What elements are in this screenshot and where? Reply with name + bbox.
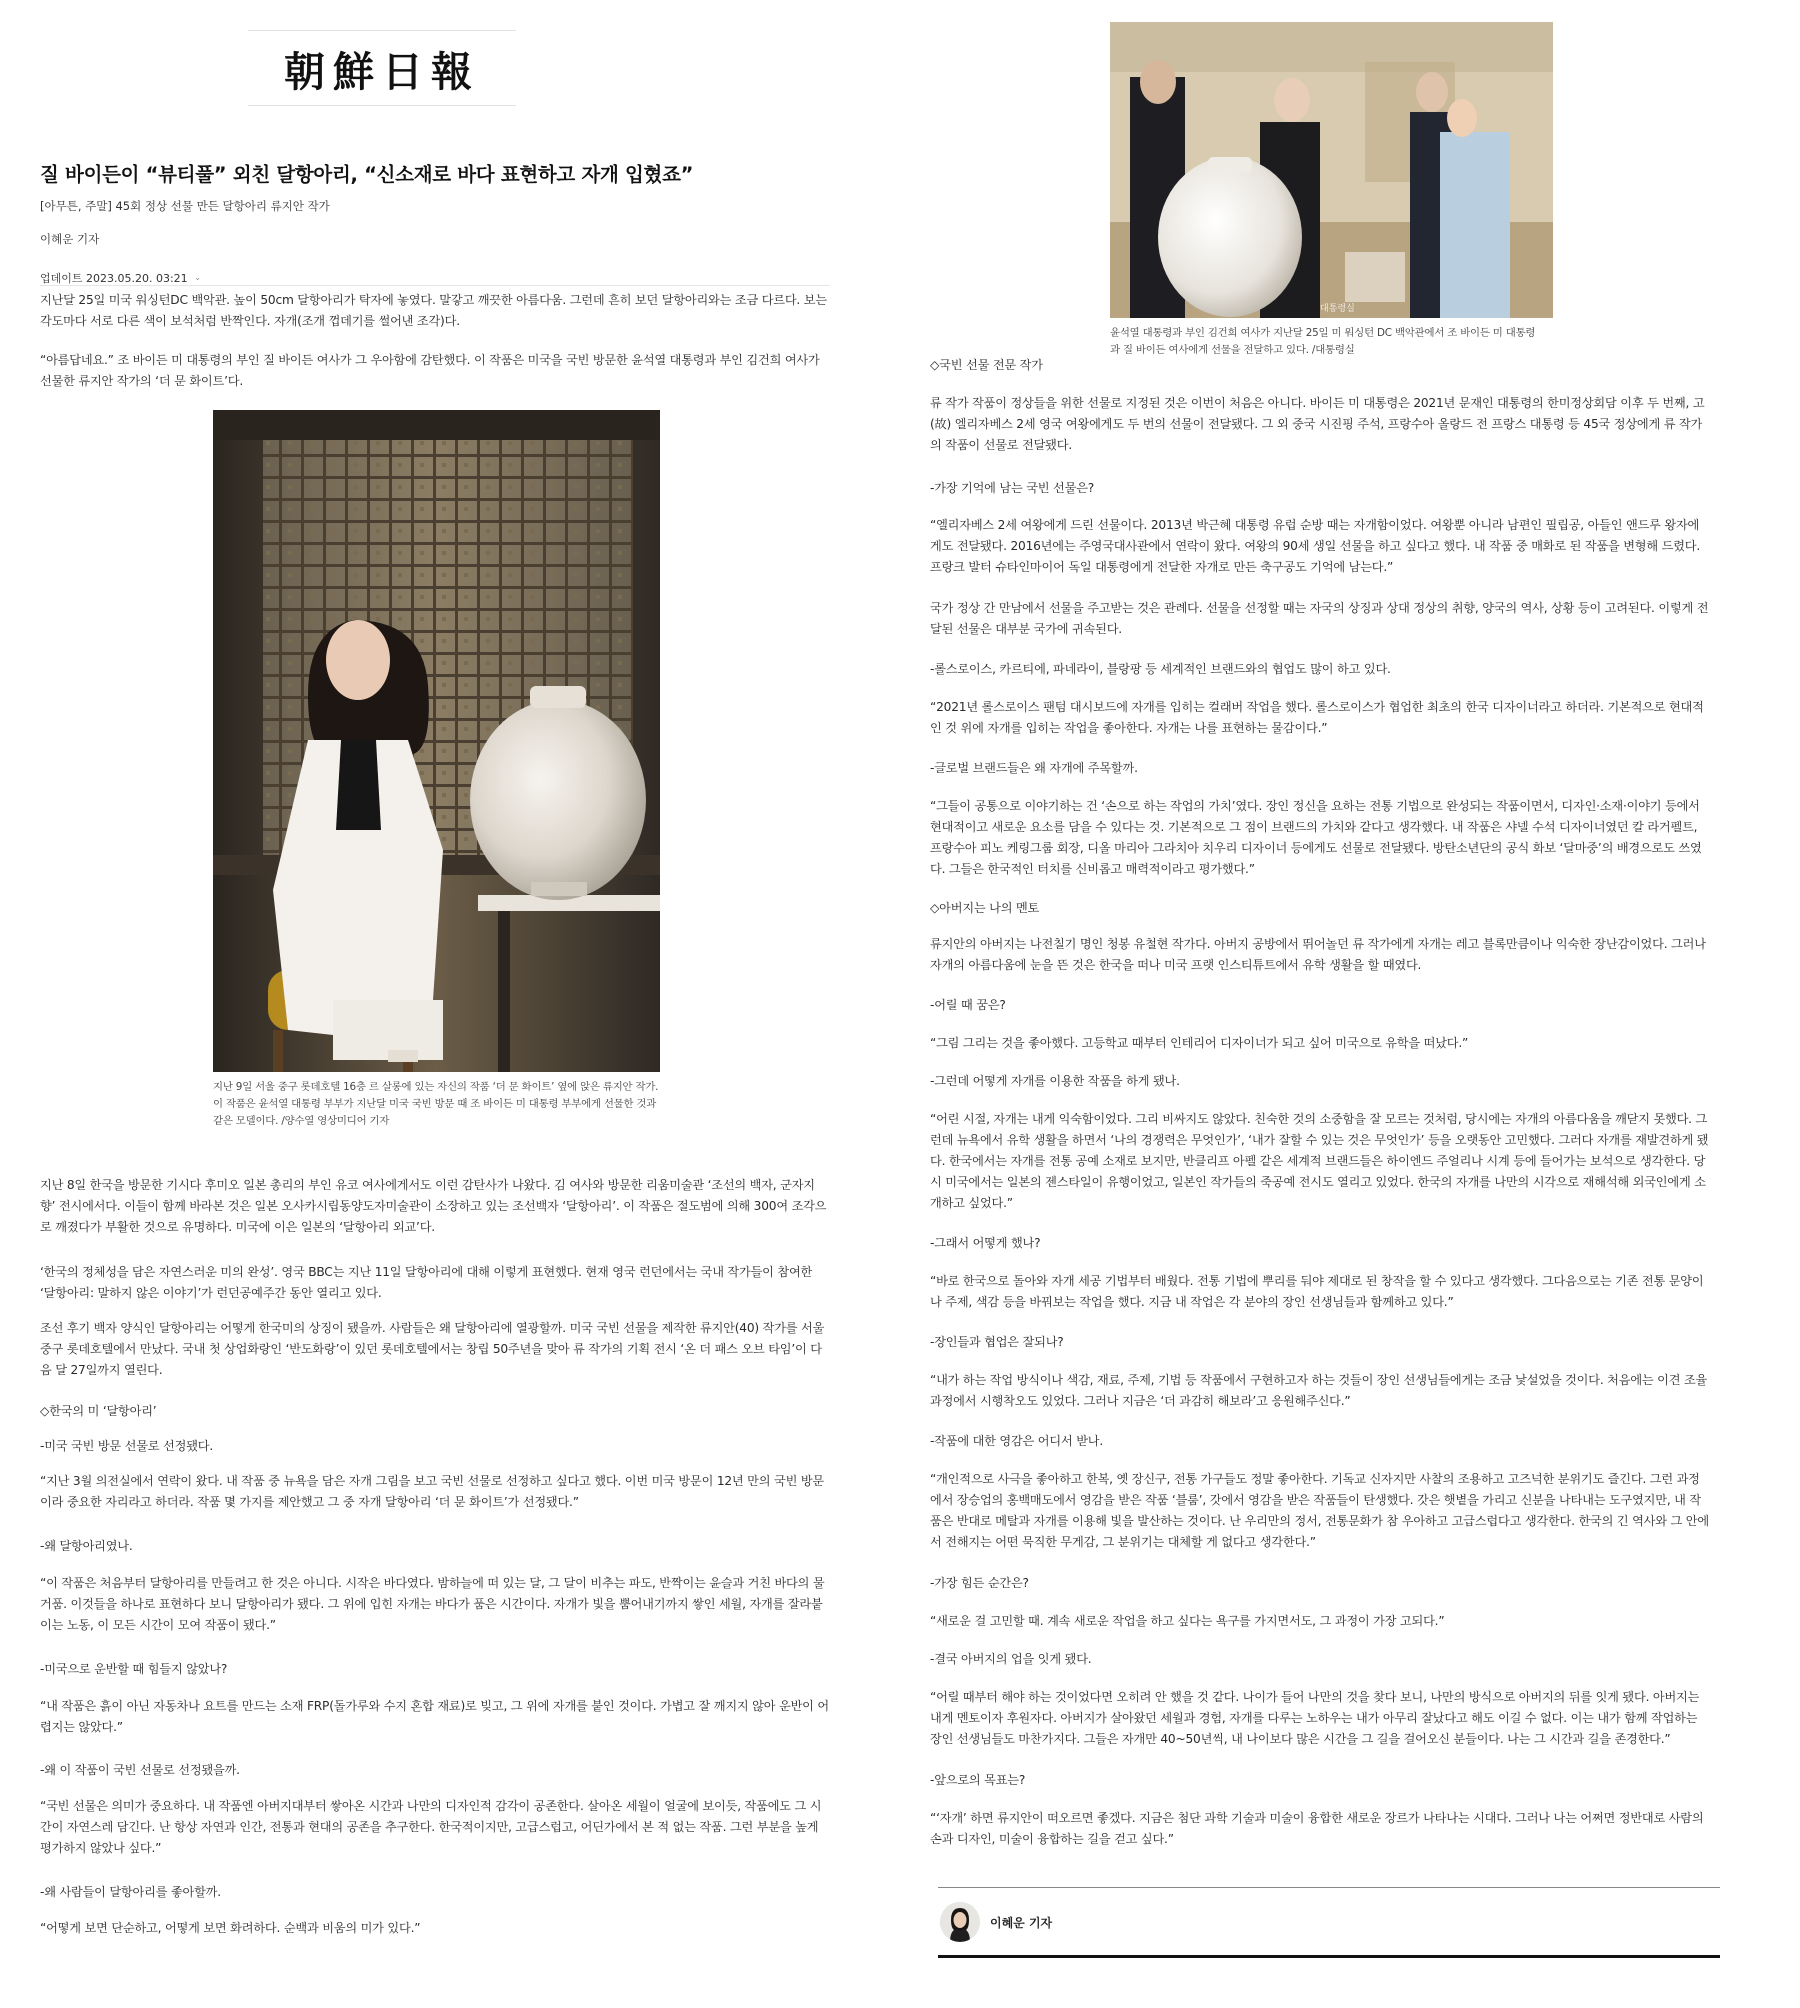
- question: -결국 아버지의 업을 잇게 됐다.: [930, 1652, 1092, 1666]
- section-heading: ◇아버지는 나의 멘토: [930, 901, 1040, 915]
- question: -그런데 어떻게 자개를 이용한 작품을 하게 됐나.: [930, 1074, 1180, 1088]
- question: -그래서 어떻게 했나?: [930, 1236, 1041, 1250]
- photo-caption: 윤석열 대통령과 부인 김건희 여사가 지난달 25일 미 워싱턴 DC 백악관에서 조 바이든 미 대통령과 질 바이든 여사에게 선물을 전달하고 있다. /대통령실: [1110, 327, 1536, 356]
- update-text: 업데이트 2023.05.20. 03:21: [40, 272, 188, 285]
- paragraph: “그림 그리는 것을 좋아했다. 고등학교 때부터 인테리어 디자이너가 되고 싶어 미국으로 유학을 떠났다.”: [930, 1036, 1469, 1050]
- paragraph: “이 작품은 처음부터 달항아리를 만들려고 한 것은 아니다. 시작은 바다였다. 밤하늘에 떠 있는 달, 그 달이 비추는 파도, 반짝이는 윤슬과 거친 바다의 물거품. 이것들을 하나로 표현하다 보니 달항아리가 됐다. 그 위에 입힌 자개는 바다가 품은 시간이다. 자개가 빛을 뿜어내기까지 쌓인 세월, 자개를 잘라붙이는 노동, 이 모든 시간이 모여 작품이 됐다.”: [40, 1576, 825, 1632]
- divider: [40, 285, 830, 286]
- white-house-gift-photo[interactable]: [1110, 22, 1553, 318]
- question: -롤스로이스, 카르티에, 파네라이, 블랑팡 등 세계적인 브랜드와의 협업도 많이 하고 있다.: [930, 662, 1391, 676]
- question: -가장 힘든 순간은?: [930, 1576, 1029, 1590]
- paragraph: 조선 후기 백자 양식인 달항아리는 어떻게 한국미의 상징이 됐을까. 사람들은 왜 달항아리에 열광할까. 미국 국빈 선물을 제작한 류지안(40) 작가를 서울 중구 롯데호텔에서 만났다. 국내 첫 상업화랑인 ‘반도화랑’이 있던 롯데호텔에서는 창립 50주년을 맞아 류 작가의 기획 전시 ‘온 더 패스 오브 타임’이 다음 달 27일까지 열린다.: [40, 1321, 825, 1377]
- newspaper-logo[interactable]: 朝鮮日報: [284, 47, 480, 96]
- question: -왜 사람들이 달항아리를 좋아할까.: [40, 1885, 221, 1899]
- paragraph: 지난 8일 한국을 방문한 기시다 후미오 일본 총리의 부인 유코 여사에게서도 이런 감탄사가 나왔다. 김 여사와 방문한 리움미술관 ‘조선의 백자, 군자지향’ 전시에서다. 이들이 함께 바라본 것은 일본 오사카시립동양도자미술관이 소장하고 있는 조선백자 ‘달항아리’. 이 작품은 절도범에 의해 300여 조각으로 깨졌다가 부활한 것으로 유명하다. 미국에 이은 일본의 ‘달항아리 외교’다.: [40, 1178, 827, 1234]
- artist-portrait-image: [213, 410, 660, 1072]
- paragraph: “지난 3월 의전실에서 연락이 왔다. 내 작품 중 뉴욕을 담은 자개 그림을 보고 국빈 선물로 선정하고 싶다고 했다. 이번 미국 방문이 12년 만의 국빈 방문이라 중요한 자리라고 하더라. 작품 몇 가지를 제안했고 그 중 자개 달항아리 ‘더 문 화이트’가 선정됐다.”: [40, 1474, 824, 1509]
- photo-watermark: 대통령실: [1320, 304, 1355, 314]
- article-headline: 질 바이든이 “뷰티풀” 외친 달항아리, “신소재로 바다 표현하고 자개 입혔죠”: [40, 163, 694, 186]
- paragraph: “새로운 걸 고민할 때. 계속 새로운 작업을 하고 싶다는 욕구를 가지면서도, 그 과정이 가장 고되다.”: [930, 1614, 1445, 1628]
- paragraph: 국가 정상 간 만남에서 선물을 주고받는 것은 관례다. 선물을 선정할 때는 자국의 상징과 상대 정상의 취향, 양국의 역사, 상황 등이 고려된다. 이렇게 전달된 선물은 대부분 국가에 귀속된다.: [930, 601, 1709, 636]
- question: -어릴 때 꿈은?: [930, 998, 1006, 1012]
- divider: [938, 1955, 1720, 1958]
- divider: [938, 1887, 1720, 1888]
- paragraph: 지난달 25일 미국 워싱턴DC 백악관. 높이 50cm 달항아리가 탁자에 놓였다. 말갛고 깨끗한 아름다움. 그런데 흔히 보던 달항아리와는 조금 다르다. 보는 각도마다 서로 다른 색이 보석처럼 반짝인다. 자개(조개 껍데기를 썰어낸 조각)다.: [40, 293, 827, 328]
- author-name-link[interactable]: 이혜운 기자: [990, 1916, 1053, 1930]
- paragraph: “엘리자베스 2세 여왕에게 드린 선물이다. 2013년 박근혜 대통령 유럽 순방 때는 자개함이었다. 여왕뿐 아니라 남편인 필립공, 아들인 앤드루 왕자에게도 전달됐다. 2016년에는 주영국대사관에서 연락이 왔다. 여왕의 90세 생일 선물을 하고 싶다고 했다. 내 작품 중 매화로 된 작품을 변형해 드렸다. 프랑크 발터 슈타인마이어 독일 대통령에게 전달한 자개로 만든 축구공도 기억에 남는다.”: [930, 518, 1701, 574]
- photo-caption: 지난 9일 서울 중구 롯데호텔 16층 르 살롱에 있는 자신의 작품 ‘더 문 화이트’ 옆에 앉은 류지안 작가. 이 작품은 윤석열 대통령 부부가 지난달 미국 국빈 방문 때 조 바이든 미 대통령 부부에게 선물한 것과 같은 모델이다. /양수열 영상미디어 기자: [213, 1081, 659, 1127]
- paragraph: “어떻게 보면 단순하고, 어떻게 보면 화려하다. 순백과 비움의 미가 있다.”: [40, 1921, 421, 1935]
- question: -왜 달항아리였나.: [40, 1539, 133, 1553]
- paragraph: “내가 하는 작업 방식이나 색감, 재료, 주제, 기법 등 작품에서 구현하고자 하는 것들이 장인 선생님들에게는 조금 낯설었을 것이다. 처음에는 이견 조율 과정에서 시행착오도 있었다. 그러나 지금은 ‘더 과감히 해보라’고 응원해주신다.”: [930, 1373, 1708, 1408]
- author-avatar[interactable]: [940, 1902, 980, 1942]
- author-avatar-image: [940, 1902, 980, 1942]
- article-subhead: [아무튼, 주말] 45회 정상 선물 만든 달항아리 류지안 작가: [40, 199, 330, 213]
- update-timestamp[interactable]: [40, 270, 201, 286]
- paragraph: “아름답네요.” 조 바이든 미 대통령의 부인 질 바이든 여사가 그 우아함에 감탄했다. 이 작품은 미국을 국빈 방문한 윤석열 대통령과 부인 김건희 여사가 선물한 류지안 작가의 ‘더 문 화이트’다.: [40, 353, 820, 388]
- chevron-down-icon[interactable]: ⌄: [194, 273, 201, 282]
- paragraph: 류 작가 작품이 정상들을 위한 선물로 지정된 것은 이번이 처음은 아니다. 바이든 미 대통령은 2021년 문재인 대통령의 한미정상회담 이후 두 번째, 고(故) 엘리자베스 2세 영국 여왕에게도 두 번의 선물이 전달됐다. 그 외 중국 시진핑 주석, 프랑수아 올랑드 전 프랑스 대통령 등 45국 정상에게 류 작가의 작품이 선물로 전달됐다.: [930, 396, 1705, 452]
- question: -미국 국빈 방문 선물로 선정됐다.: [40, 1439, 214, 1453]
- paragraph: “내 작품은 흙이 아닌 자동차나 요트를 만드는 소재 FRP(돌가루와 수지 혼합 재료)로 빚고, 그 위에 자개를 붙인 것이다. 가볍고 잘 깨지지 않아 운반이 어렵지는 않았다.”: [40, 1699, 829, 1734]
- paragraph: 류지안의 아버지는 나전칠기 명인 청봉 유철현 작가다. 아버지 공방에서 뛰어놀던 류 작가에게 자개는 레고 블록만큼이나 익숙한 장난감이었다. 그러나 자개의 아름다움에 눈을 뜬 것은 한국을 떠나 미국 프랫 인스티튜트에서 유학 생활을 할 때였다.: [930, 937, 1706, 972]
- article-byline[interactable]: 이혜운 기자: [40, 232, 100, 246]
- paragraph: “바로 한국으로 돌아와 자개 세공 기법부터 배웠다. 전통 기법에 뿌리를 둬야 제대로 된 창작을 할 수 있다고 생각했다. 그다음으로는 기존 전통 문양이나 주제, 색감 등을 바꿔보는 작업을 했다. 지금 내 작업은 각 분야의 장인 선생님들과 함께하고 있다.”: [930, 1274, 1704, 1309]
- masthead[interactable]: [248, 30, 516, 106]
- paragraph: “어릴 때부터 해야 하는 것이었다면 오히려 안 했을 것 같다. 나이가 들어 나만의 것을 찾다 보니, 나만의 방식으로 아버지의 뒤를 잇게 됐다. 아버지는 내게 멘토이자 후원자다. 아버지가 살아왔던 세월과 경험, 자개를 다루는 노하우는 내가 아무리 잘났다고 해도 이길 수 없다. 이는 내가 함께 작업하는 장인 선생님들도 마찬가지다. 그들은 자개만 40~50년씩, 내 나이보다 많은 시간을 그 길을 걸어오신 분들이다. 나는 그 시간과 길을 존경한다.”: [930, 1690, 1700, 1746]
- question: -작품에 대한 영감은 어디서 받나.: [930, 1434, 1104, 1448]
- section-heading: ◇국빈 선물 전문 작가: [930, 358, 1043, 372]
- paragraph: “그들이 공통으로 이야기하는 건 ‘손으로 하는 작업의 가치’였다. 장인 정신을 요하는 전통 기법으로 완성되는 작품이면서, 디자인·소재·이야기 등에서 현대적이고 새로운 요소를 담을 수 있다는 것. 기본적으로 그 점이 브랜드의 가치와 같다고 생각했다. 내 작품은 샤넬 수석 디자이너였던 칼 라거펠트, 프랑수아 피노 케링그룹 회장, 디올 마리아 그라치아 치우리 디자이너 등에게도 선물로 전달됐다. 방탄소년단의 공식 화보 ‘달마중’의 배경으로도 쓰였다. 그들은 한국적인 터치를 신비롭고 매력적이라고 평가했다.”: [930, 799, 1702, 876]
- artist-portrait-photo[interactable]: [213, 410, 660, 1072]
- paragraph: “국빈 선물은 의미가 중요하다. 내 작품엔 아버지대부터 쌓아온 시간과 나만의 디자인적 감각이 공존한다. 살아온 세월이 얼굴에 보이듯, 작품에도 그 시간이 자연스레 담긴다. 난 항상 자연과 인간, 전통과 현대의 공존을 추구한다. 한국적이지만, 고급스럽고, 어딘가에서 본 적 없는 작품. 그런 부분을 높게 평가하지 않았나 싶다.”: [40, 1799, 822, 1855]
- paragraph: ‘한국의 정체성을 담은 자연스러운 미의 완성’. 영국 BBC는 지난 11일 달항아리에 대해 이렇게 표현했다. 현재 영국 런던에서는 국내 작가들이 참여한 ‘달항아리: 말하지 않은 이야기’가 런던공예주간 동안 열리고 있다.: [40, 1265, 813, 1300]
- question: -장인들과 협업은 잘되나?: [930, 1335, 1064, 1349]
- white-house-gift-image: [1110, 22, 1553, 318]
- question: -미국으로 운반할 때 힘들지 않았나?: [40, 1662, 228, 1676]
- paragraph: “‘자개’ 하면 류지안이 떠오르면 좋겠다. 지금은 첨단 과학 기술과 미술이 융합한 새로운 장르가 나타나는 시대다. 그러나 나는 어쩌면 정반대로 사람의 손과 디자인, 미술이 융합하는 길을 걷고 싶다.”: [930, 1811, 1704, 1846]
- question: -가장 기억에 남는 국빈 선물은?: [930, 481, 1095, 495]
- question: -앞으로의 목표는?: [930, 1773, 1026, 1787]
- paragraph: “어린 시절, 자개는 내게 익숙함이었다. 그리 비싸지도 않았다. 친숙한 것의 소중함을 잘 모르는 것처럼, 당시에는 자개의 아름다움을 깨닫지 못했다. 그런데 뉴욕에서 유학 생활을 하면서 ‘나의 경쟁력은 무엇인가’, ‘내가 잘할 수 있는 것은 무엇인가’ 등을 오랫동안 고민했다. 그러다 자개를 재발견하게 됐다. 한국에서는 자개를 전통 공예 소재로 보지만, 반클리프 아펠 같은 세계적 브랜드들은 하이엔드 주얼리나 시계 등에 들어가는 보석으로 생각한다. 당시 미국에서는 일본의 젠스타일이 유행이었고, 일본인 작가들의 죽공예 전시도 열리고 있었다. 한국의 자개를 나만의 시각으로 재해석해 외국인에게 소개하고 싶었다.”: [930, 1112, 1709, 1210]
- paragraph: “2021년 롤스로이스 팬텀 대시보드에 자개를 입히는 컬래버 작업을 했다. 롤스로이스가 협업한 최초의 한국 디자이너라고 하더라. 기본적으로 현대적인 것 위에 자개를 입히는 작업을 좋아한다. 자개는 나를 표현하는 물감이다.”: [930, 700, 1704, 735]
- section-heading: ◇한국의 미 ‘달항아리’: [40, 1404, 157, 1418]
- question: -왜 이 작품이 국빈 선물로 선정됐을까.: [40, 1763, 240, 1777]
- paragraph: “개인적으로 사극을 좋아하고 한복, 옛 장신구, 전통 가구들도 정말 좋아한다. 기독교 신자지만 사찰의 조용하고 고즈넉한 분위기도 즐긴다. 그런 과정에서 장승업의 홍백매도에서 영감을 받은 작품 ‘블룸’, 갓에서 영감을 받은 작품들이 탄생했다. 갓은 햇볕을 가리고 신분을 나타내는 도구였지만, 내 작품은 반대로 메탈과 자개를 이용해 빛을 발산하는 것이다. 난 우리만의 정서, 전통문화가 참 우아하고 고급스럽다고 생각한다. 한국의 긴 역사와 그 안에서 전해지는 어떤 묵직한 무게감, 그 분위기는 대체할 게 없다고 생각한다.”: [930, 1472, 1709, 1549]
- question: -글로벌 브랜드들은 왜 자개에 주목할까.: [930, 761, 1138, 775]
